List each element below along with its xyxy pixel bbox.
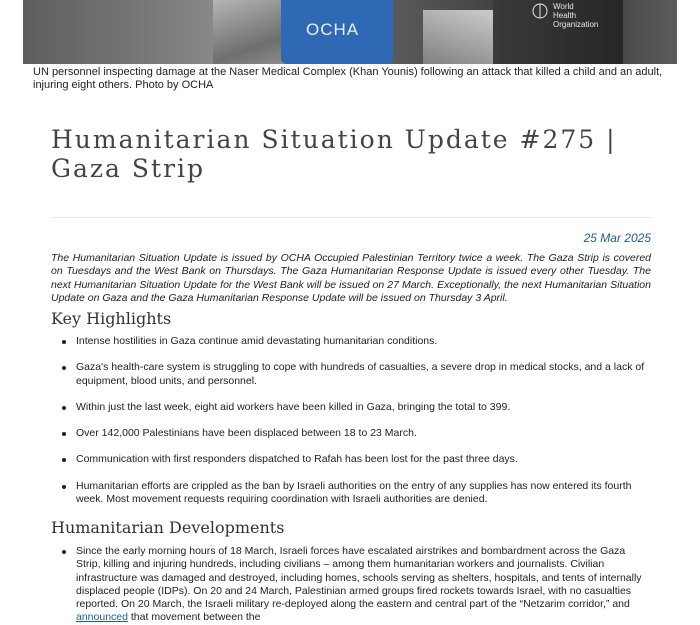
hero-vest-text: OCHA <box>306 20 360 39</box>
announced-link[interactable]: announced <box>76 611 128 624</box>
page-title: Humanitarian Situation Update #275 | Gaza Strip <box>51 125 617 183</box>
photo-caption: UN personnel inspecting damage at the Naser Medical Complex (Khan Younis) following an attack that killed a child and an adult, injuring eight others. Photo by OCHA <box>33 66 663 91</box>
list-item: Gaza's health-care system is struggling to cope with hundreds of casualties, a severe drop in medical stocks, and a lack of equipment, blood units, and personnel. <box>51 361 651 388</box>
hero-logo-text: World Health Organization <box>553 2 599 29</box>
list-item: Over 142,000 Palestinians have been displaced between 18 to 23 March. <box>51 427 651 440</box>
key-highlights-heading: Key Highlights <box>51 309 172 328</box>
list-item: Within just the last week, eight aid workers have been killed in Gaza, bringing the total to 399. <box>51 401 651 414</box>
divider <box>51 217 651 218</box>
intro-paragraph: The Humanitarian Situation Update is issued by OCHA Occupied Palestinian Territory twice a week. The Gaza Strip is covered on Tuesdays and the West Bank on Thursdays. The Gaza Humanitarian Response Update is issued every other Tuesday. The next Humanitarian Situation Update for the West Bank will be issued on 27 March. Exceptionally, the next Humanitarian Situation Update on Gaza and the Gaza Humanitarian Response Update will be issued on Thursday 3 April. <box>51 252 651 304</box>
list-item: Communication with first responders dispatched to Rafah has been lost for the past three days. <box>51 453 651 466</box>
hero-photo <box>23 0 677 64</box>
list-item: Humanitarian efforts are crippled as the ban by Israeli authorities on the entry of any supplies has now entered its fourth week. Most movement requests requiring coordination with Israeli authorities are denied. <box>51 480 651 507</box>
list-item-text: Since the early morning hours of 18 March, Israeli forces have escalated airstrikes and bombardment across the Gaza Strip, killing and injuring hundreds, including civilians – among them humanitarian workers and journalists. Civilian infrastructure was damaged and destroyed, including homes, schools serving as shelters, hospitals, and tents of internally displaced people (IDPs). On 20 and 24 March, Palestinian armed groups fired rockets towards Israel, with no casualties reported. On 20 March, the Israeli military re-deployed along the eastern and central part of the “Netzarim corridor,” and <box>76 545 642 611</box>
list-item: Intense hostilities in Gaza continue amid devastating humanitarian conditions. <box>51 335 651 348</box>
hero-rubble-right <box>423 10 503 64</box>
list-item-text-continued: that movement between the <box>127 611 261 624</box>
humanitarian-developments-heading: Humanitarian Developments <box>51 518 285 537</box>
hero-person-right <box>623 0 677 64</box>
key-highlights-list <box>51 335 651 519</box>
publish-date: 25 Mar 2025 <box>583 231 651 245</box>
